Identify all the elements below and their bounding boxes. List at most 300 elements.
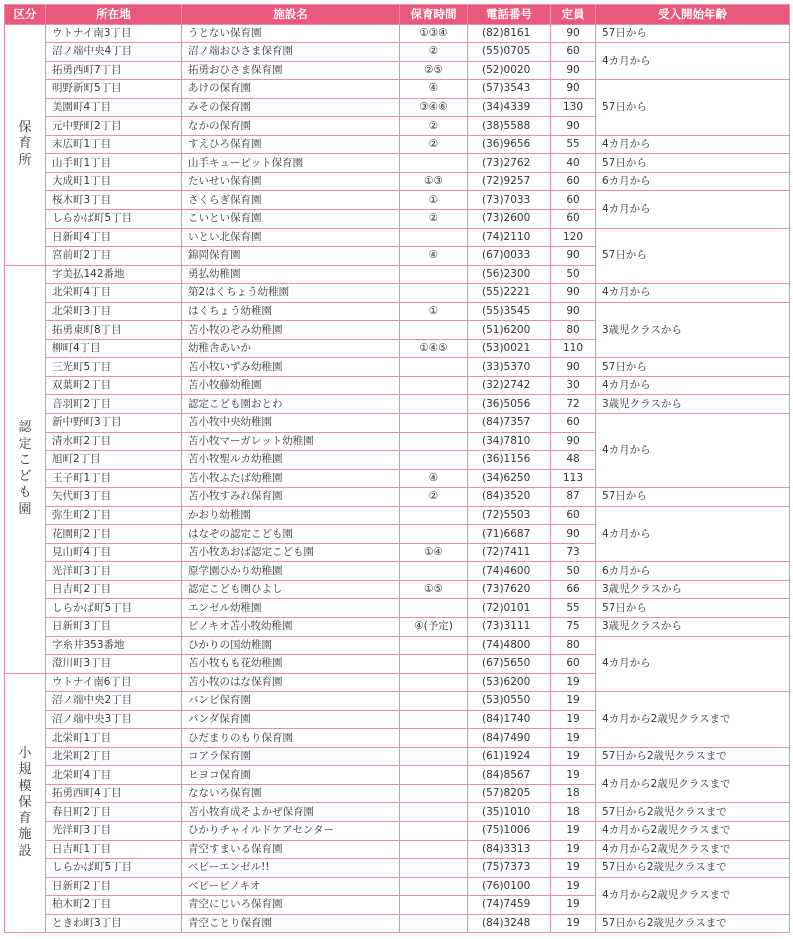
table-row [5, 284, 790, 303]
address-cell: 澄川町3丁目 [46, 655, 182, 674]
phone-cell: (55)0705 [468, 43, 551, 62]
facility-name-cell: うとない保育園 [182, 24, 400, 43]
facility-name-cell: こいとい保育園 [182, 209, 400, 228]
table-body [5, 24, 790, 933]
table-row [5, 395, 790, 414]
facility-name-cell: かおり幼稚園 [182, 506, 400, 525]
capacity-cell: 90 [551, 525, 596, 544]
capacity-cell: 19 [551, 840, 596, 859]
capacity-cell: 90 [551, 80, 596, 99]
facility-name-cell: 拓勇おひさま保育園 [182, 61, 400, 80]
facility-name-cell: なかの保育園 [182, 117, 400, 136]
address-cell: 大成町1丁目 [46, 172, 182, 191]
capacity-cell: 55 [551, 135, 596, 154]
hours-cell [400, 840, 468, 859]
capacity-cell: 90 [551, 24, 596, 43]
capacity-cell: 90 [551, 61, 596, 80]
hours-cell: ①④ [400, 543, 468, 562]
start-age-cell: 57日から [596, 488, 790, 507]
hours-cell [400, 803, 468, 822]
phone-cell: (53)0021 [468, 339, 551, 358]
capacity-cell: 60 [551, 191, 596, 210]
facility-name-cell: パンダ保育園 [182, 710, 400, 729]
facility-name-cell: 苫小牧もも花幼稚園 [182, 655, 400, 674]
hours-cell [400, 451, 468, 470]
capacity-cell: 60 [551, 655, 596, 674]
address-cell: 矢代町3丁目 [46, 488, 182, 507]
address-cell: 拓勇西町7丁目 [46, 61, 182, 80]
facility-name-cell: 苫小牧聖ルカ幼稚園 [182, 451, 400, 470]
table-row [5, 562, 790, 581]
capacity-cell: 120 [551, 228, 596, 247]
phone-cell: (72)7411 [468, 543, 551, 562]
facility-name-cell: 青空にじいろ保育園 [182, 896, 400, 915]
address-cell: しらかば町5丁目 [46, 209, 182, 228]
table-row [5, 154, 790, 173]
capacity-cell: 90 [551, 117, 596, 136]
capacity-cell: 80 [551, 636, 596, 655]
capacity-cell: 19 [551, 859, 596, 878]
phone-cell: (74)4800 [468, 636, 551, 655]
capacity-cell: 19 [551, 710, 596, 729]
capacity-cell: 18 [551, 803, 596, 822]
capacity-cell: 55 [551, 599, 596, 618]
header-hours: 保育時間 [400, 5, 468, 25]
phone-cell: (75)1006 [468, 822, 551, 841]
phone-cell: (84)7490 [468, 729, 551, 748]
header-phone: 電話番号 [468, 5, 551, 25]
facility-name-cell: ヒヨコ保育園 [182, 766, 400, 785]
facility-name-cell: 苫小牧マーガレット幼稚園 [182, 432, 400, 451]
hours-cell: ②⑤ [400, 61, 468, 80]
phone-cell: (34)4339 [468, 98, 551, 117]
capacity-cell: 48 [551, 451, 596, 470]
hours-cell [400, 562, 468, 581]
address-cell: 明野新町5丁目 [46, 80, 182, 99]
facility-name-cell: 苫小牧育成そよかぜ保育園 [182, 803, 400, 822]
address-cell: 北栄町4丁目 [46, 766, 182, 785]
hours-cell [400, 766, 468, 785]
capacity-cell: 90 [551, 247, 596, 266]
header-capacity: 定員 [551, 5, 596, 25]
hours-cell: ② [400, 488, 468, 507]
hours-cell [400, 747, 468, 766]
phone-cell: (73)2600 [468, 209, 551, 228]
hours-cell [400, 710, 468, 729]
capacity-cell: 72 [551, 395, 596, 414]
hours-cell: ①③ [400, 172, 468, 191]
phone-cell: (53)6200 [468, 673, 551, 692]
phone-cell: (51)6200 [468, 321, 551, 340]
start-age-cell: 4カ月から2歳児クラスまで [596, 877, 790, 914]
facility-name-cell: 苫小牧あおば認定こども園 [182, 543, 400, 562]
address-cell: 沼ノ端中央3丁目 [46, 710, 182, 729]
phone-cell: (72)9257 [468, 172, 551, 191]
address-cell: 日新町4丁目 [46, 228, 182, 247]
phone-cell: (33)5370 [468, 358, 551, 377]
hours-cell [400, 228, 468, 247]
phone-cell: (84)3248 [468, 914, 551, 933]
address-cell: しらかば町5丁目 [46, 599, 182, 618]
hours-cell [400, 413, 468, 432]
address-cell: 新中野町3丁目 [46, 413, 182, 432]
address-cell: 光洋町3丁目 [46, 822, 182, 841]
address-cell: 日新町2丁目 [46, 877, 182, 896]
capacity-cell: 66 [551, 580, 596, 599]
address-cell: 弥生町2丁目 [46, 506, 182, 525]
phone-cell: (52)0020 [468, 61, 551, 80]
hours-cell [400, 914, 468, 933]
hours-cell [400, 265, 468, 284]
address-cell: 拓勇東町8丁目 [46, 321, 182, 340]
phone-cell: (74)4600 [468, 562, 551, 581]
start-age-cell: 4カ月から2歳児クラスまで [596, 692, 790, 748]
facility-name-cell: 青空すまいる保育園 [182, 840, 400, 859]
start-age-cell: 4カ月から2歳児クラスまで [596, 822, 790, 841]
capacity-cell: 40 [551, 154, 596, 173]
hours-cell [400, 859, 468, 878]
table-row [5, 747, 790, 766]
table-row [5, 228, 790, 247]
category-cell: 認 定 こ ど も 園 [5, 265, 46, 673]
phone-cell: (73)2762 [468, 154, 551, 173]
hours-cell: ③④⑥ [400, 98, 468, 117]
start-age-cell: 4カ月から [596, 376, 790, 395]
phone-cell: (73)7620 [468, 580, 551, 599]
facility-name-cell: いとい北保育園 [182, 228, 400, 247]
hours-cell [400, 525, 468, 544]
hours-cell: ①③④ [400, 24, 468, 43]
start-age-cell: 6カ月から [596, 172, 790, 191]
address-cell: 双葉町2丁目 [46, 376, 182, 395]
facility-name-cell: 原学園ひかり幼稚園 [182, 562, 400, 581]
category-cell: 保 育 所 [5, 24, 46, 265]
phone-cell: (73)3111 [468, 618, 551, 637]
address-cell: 音羽町2丁目 [46, 395, 182, 414]
hours-cell: ①⑤ [400, 580, 468, 599]
start-age-cell: 3歳児クラスから [596, 395, 790, 414]
capacity-cell: 113 [551, 469, 596, 488]
table-row [5, 506, 790, 525]
address-cell: 北栄町2丁目 [46, 747, 182, 766]
header-address: 所在地 [46, 5, 182, 25]
address-cell: 山手町1丁目 [46, 154, 182, 173]
address-cell: ウトナイ南3丁目 [46, 24, 182, 43]
address-cell: 末広町1丁目 [46, 135, 182, 154]
facility-name-cell: ひだまりのもり保育園 [182, 729, 400, 748]
hours-cell [400, 877, 468, 896]
facility-name-cell: 認定こども園ひよし [182, 580, 400, 599]
start-age-cell: 57日から [596, 154, 790, 173]
table-row [5, 599, 790, 618]
facility-name-cell: 幼稚舎あいか [182, 339, 400, 358]
facility-name-cell: 沼ノ端おひさま保育園 [182, 43, 400, 62]
capacity-cell: 19 [551, 914, 596, 933]
facility-name-cell: ピノキオ苫小牧幼稚園 [182, 618, 400, 637]
phone-cell: (57)3543 [468, 80, 551, 99]
facility-name-cell: 苫小牧ふたば幼稚園 [182, 469, 400, 488]
facility-name-cell: ひかりチャイルドケアセンター [182, 822, 400, 841]
address-cell: 王子町1丁目 [46, 469, 182, 488]
address-cell: 元中野町2丁目 [46, 117, 182, 136]
phone-cell: (84)7357 [468, 413, 551, 432]
table-row [5, 766, 790, 785]
table-row [5, 24, 790, 43]
facility-name-cell: 勇払幼稚園 [182, 265, 400, 284]
address-cell: 字美払142番地 [46, 265, 182, 284]
capacity-cell: 19 [551, 877, 596, 896]
facility-name-cell: あけの保育園 [182, 80, 400, 99]
hours-cell: ①④⑤ [400, 339, 468, 358]
phone-cell: (71)6687 [468, 525, 551, 544]
address-cell: 拓勇西町4丁目 [46, 784, 182, 803]
hours-cell: ④ [400, 469, 468, 488]
hours-cell: ④ [400, 247, 468, 266]
facility-name-cell: 苫小牧いずみ幼稚園 [182, 358, 400, 377]
facility-name-cell: すえひろ保育園 [182, 135, 400, 154]
phone-cell: (75)7373 [468, 859, 551, 878]
phone-cell: (55)2221 [468, 284, 551, 303]
table-row [5, 580, 790, 599]
capacity-cell: 110 [551, 339, 596, 358]
start-age-cell: 57日から2歳児クラスまで [596, 914, 790, 933]
capacity-cell: 19 [551, 896, 596, 915]
hours-cell: ① [400, 302, 468, 321]
address-cell: 宮前町2丁目 [46, 247, 182, 266]
facility-name-cell: 第2はくちょう幼稚園 [182, 284, 400, 303]
hours-cell [400, 506, 468, 525]
start-age-cell: 57日から [596, 80, 790, 136]
facility-name-cell: ベビーピノキオ [182, 877, 400, 896]
start-age-cell: 6カ月から [596, 562, 790, 581]
table-row [5, 358, 790, 377]
capacity-cell: 50 [551, 265, 596, 284]
phone-cell: (67)5650 [468, 655, 551, 674]
hours-cell: ② [400, 209, 468, 228]
capacity-cell: 19 [551, 673, 596, 692]
table-row [5, 376, 790, 395]
hours-cell [400, 395, 468, 414]
phone-cell: (73)7033 [468, 191, 551, 210]
hours-cell [400, 822, 468, 841]
start-age-cell: 4カ月から [596, 191, 790, 228]
facility-name-cell: 青空ことり保育園 [182, 914, 400, 933]
category-cell: 小 規 模 保 育 施 設 [5, 673, 46, 933]
address-cell: 字糸井353番地 [46, 636, 182, 655]
capacity-cell: 87 [551, 488, 596, 507]
address-cell: 沼ノ端中央4丁目 [46, 43, 182, 62]
hours-cell [400, 673, 468, 692]
phone-cell: (82)8161 [468, 24, 551, 43]
address-cell: 清水町2丁目 [46, 432, 182, 451]
phone-cell: (84)8567 [468, 766, 551, 785]
start-age-cell: 4カ月から2歳児クラスまで [596, 840, 790, 859]
phone-cell: (32)2742 [468, 376, 551, 395]
hours-cell [400, 896, 468, 915]
table-row [5, 877, 790, 896]
phone-cell: (84)3313 [468, 840, 551, 859]
address-cell: ウトナイ南6丁目 [46, 673, 182, 692]
table-row [5, 914, 790, 933]
address-cell: 春日町2丁目 [46, 803, 182, 822]
phone-cell: (36)9656 [468, 135, 551, 154]
phone-cell: (36)1156 [468, 451, 551, 470]
start-age-cell: 4カ月から [596, 43, 790, 80]
phone-cell: (74)7459 [468, 896, 551, 915]
facility-name-cell: バンビ保育園 [182, 692, 400, 711]
hours-cell [400, 358, 468, 377]
facility-table [4, 4, 790, 933]
capacity-cell: 60 [551, 506, 596, 525]
hours-cell: ④ [400, 80, 468, 99]
phone-cell: (57)8205 [468, 784, 551, 803]
address-cell: 桜木町3丁目 [46, 191, 182, 210]
address-cell: 花園町2丁目 [46, 525, 182, 544]
capacity-cell: 50 [551, 562, 596, 581]
capacity-cell: 19 [551, 766, 596, 785]
hours-cell [400, 692, 468, 711]
capacity-cell: 18 [551, 784, 596, 803]
table-row [5, 172, 790, 191]
address-cell: 北栄町1丁目 [46, 729, 182, 748]
capacity-cell: 75 [551, 618, 596, 637]
hours-cell: ② [400, 117, 468, 136]
table-row [5, 822, 790, 841]
capacity-cell: 90 [551, 284, 596, 303]
table-row [5, 302, 790, 321]
capacity-cell: 80 [551, 321, 596, 340]
hours-cell [400, 432, 468, 451]
header-facility-name: 施設名 [182, 5, 400, 25]
hours-cell: ② [400, 43, 468, 62]
facility-name-cell: 苫小牧中央幼稚園 [182, 413, 400, 432]
facility-name-cell: はなぞの認定こども園 [182, 525, 400, 544]
facility-name-cell: 苫小牧のはな保育園 [182, 673, 400, 692]
capacity-cell: 60 [551, 43, 596, 62]
facility-name-cell: さくらぎ保育園 [182, 191, 400, 210]
table-row [5, 618, 790, 637]
facility-name-cell: エンゼル幼稚園 [182, 599, 400, 618]
address-cell: 日吉町1丁目 [46, 840, 182, 859]
hours-cell [400, 636, 468, 655]
header-start-age: 受入開始年齢 [596, 5, 790, 25]
table-row [5, 692, 790, 711]
start-age-cell: 4カ月から [596, 506, 790, 562]
facility-name-cell: みその保育園 [182, 98, 400, 117]
header-row [5, 5, 790, 25]
address-cell: 三光町5丁目 [46, 358, 182, 377]
phone-cell: (72)5503 [468, 506, 551, 525]
phone-cell: (84)1740 [468, 710, 551, 729]
facility-name-cell: たいせい保育園 [182, 172, 400, 191]
address-cell: 日新町3丁目 [46, 618, 182, 637]
capacity-cell: 30 [551, 376, 596, 395]
hours-cell [400, 599, 468, 618]
phone-cell: (34)7810 [468, 432, 551, 451]
phone-cell: (36)5056 [468, 395, 551, 414]
table-row [5, 135, 790, 154]
facility-name-cell: ひかりの国幼稚園 [182, 636, 400, 655]
facility-name-cell: 苫小牧藤幼稚園 [182, 376, 400, 395]
phone-cell: (53)0550 [468, 692, 551, 711]
hours-cell [400, 284, 468, 303]
facility-name-cell: 錦岡保育園 [182, 247, 400, 266]
address-cell: 旭町2丁目 [46, 451, 182, 470]
start-age-cell: 57日から [596, 358, 790, 377]
start-age-cell: 57日から2歳児クラスまで [596, 803, 790, 822]
capacity-cell: 90 [551, 302, 596, 321]
table-row [5, 191, 790, 210]
address-cell: 柏木町2丁目 [46, 896, 182, 915]
capacity-cell: 19 [551, 692, 596, 711]
address-cell: 北栄町4丁目 [46, 284, 182, 303]
table-row [5, 803, 790, 822]
phone-cell: (84)3520 [468, 488, 551, 507]
hours-cell [400, 784, 468, 803]
table-row [5, 413, 790, 432]
facility-name-cell: なないろ保育園 [182, 784, 400, 803]
facility-name-cell: はくちょう幼稚園 [182, 302, 400, 321]
hours-cell: ④(予定) [400, 618, 468, 637]
address-cell: 北栄町3丁目 [46, 302, 182, 321]
start-age-cell: 57日から [596, 599, 790, 618]
capacity-cell: 130 [551, 98, 596, 117]
phone-cell: (72)0101 [468, 599, 551, 618]
address-cell: 柳町4丁目 [46, 339, 182, 358]
facility-name-cell: 苫小牧すみれ保育園 [182, 488, 400, 507]
hours-cell: ① [400, 191, 468, 210]
phone-cell: (35)1010 [468, 803, 551, 822]
phone-cell: (34)6250 [468, 469, 551, 488]
address-cell: しらかば町5丁目 [46, 859, 182, 878]
capacity-cell: 90 [551, 358, 596, 377]
capacity-cell: 73 [551, 543, 596, 562]
start-age-cell: 57日から [596, 24, 790, 43]
hours-cell [400, 376, 468, 395]
address-cell: 光洋町3丁目 [46, 562, 182, 581]
phone-cell: (38)5588 [468, 117, 551, 136]
capacity-cell: 19 [551, 822, 596, 841]
facility-name-cell: コアラ保育園 [182, 747, 400, 766]
table-row [5, 488, 790, 507]
start-age-cell: 3歳児クラスから [596, 618, 790, 637]
start-age-cell: 4カ月から [596, 284, 790, 303]
capacity-cell: 60 [551, 172, 596, 191]
capacity-cell: 60 [551, 413, 596, 432]
phone-cell: (55)3545 [468, 302, 551, 321]
address-cell: 日吉町2丁目 [46, 580, 182, 599]
facility-name-cell: 山手キューピット保育園 [182, 154, 400, 173]
phone-cell: (67)0033 [468, 247, 551, 266]
start-age-cell: 4カ月から [596, 413, 790, 487]
start-age-cell: 3歳児クラスから [596, 580, 790, 599]
capacity-cell: 90 [551, 432, 596, 451]
capacity-cell: 19 [551, 747, 596, 766]
phone-cell: (76)0100 [468, 877, 551, 896]
address-cell: 沼ノ端中央2丁目 [46, 692, 182, 711]
table-row [5, 840, 790, 859]
capacity-cell: 60 [551, 209, 596, 228]
facility-name-cell: 苫小牧のぞみ幼稚園 [182, 321, 400, 340]
capacity-cell: 19 [551, 729, 596, 748]
facility-name-cell: ベビーエンゼル!! [182, 859, 400, 878]
start-age-cell: 57日から2歳児クラスまで [596, 747, 790, 766]
table-row [5, 859, 790, 878]
table-row [5, 80, 790, 99]
table-row [5, 636, 790, 655]
address-cell: 見山町4丁目 [46, 543, 182, 562]
hours-cell [400, 655, 468, 674]
